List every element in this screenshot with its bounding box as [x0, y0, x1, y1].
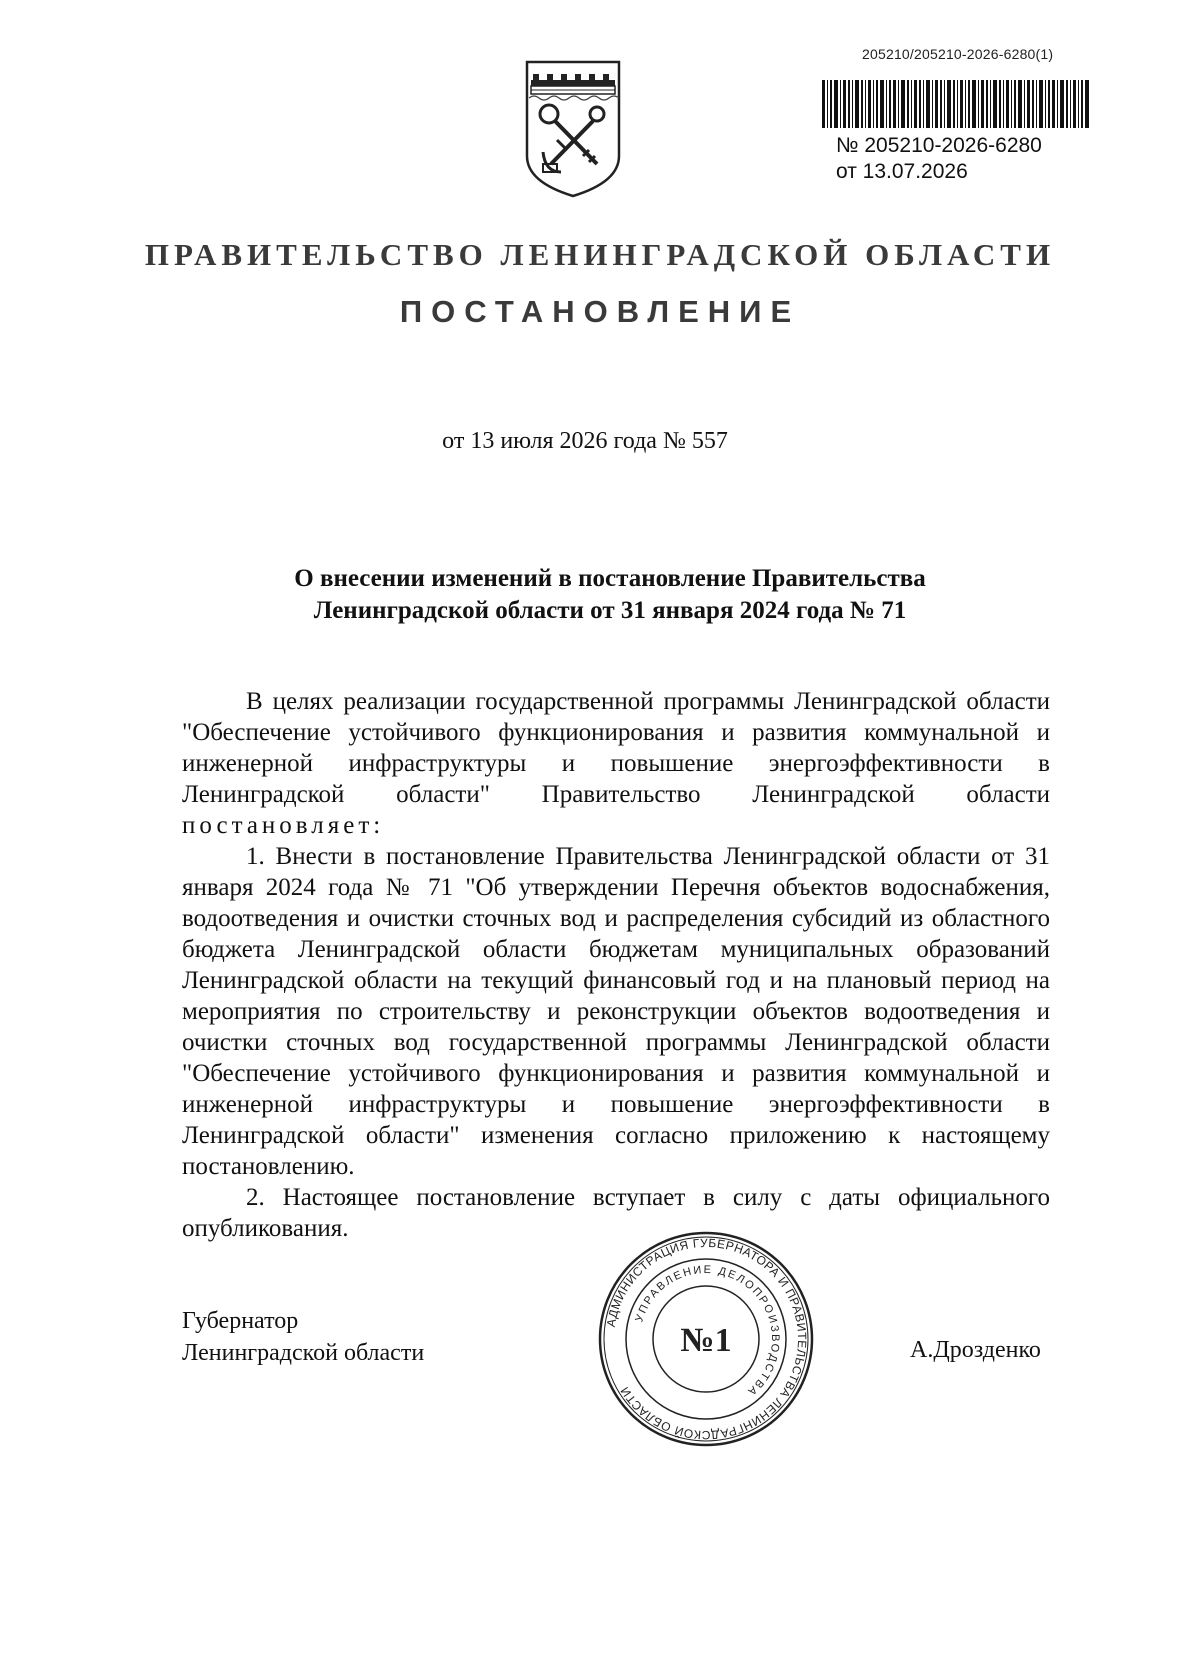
clause-2: 2. Настоящее постановление вступает в силу с даты официального опубликования. — [182, 1184, 1050, 1242]
organization-name: ПРАВИТЕЛЬСТВО ЛЕНИНГРАДСКОЙ ОБЛАСТИ — [144, 237, 1056, 272]
title-line: Ленинградской области от 31 января 2024 года № 71 — [313, 597, 907, 624]
resolves-word: постановляет: — [182, 812, 385, 839]
signatory-position — [182, 1305, 424, 1369]
registry-code: 205210/205210-2026-6280(1) — [862, 46, 1054, 62]
seal-outer-textpath: АДМИНИСТРАЦИЯ ГУБЕРНАТОРА И ПРАВИТЕЛЬСТВА ЛЕНИНГРАДСКОЙ ОБЛАСТИ — [603, 1235, 810, 1443]
registration-date: от 13.07.2026 — [836, 160, 968, 183]
clause-1: 1. Внести в постановление Правительства Ленинградской области от 31 января 2024 года № 71 "Об утверждении Перечня объектов водоснабжения, водоотведения и очистки сточных вод и распределения субсидий из областного бюджета Ленинградской области бюджетам муниципальных образований Ленинградской области на текущий финансовый год и на плановый период на мероприятия по строительству и реконструкции объектов водоотведения и очистки сточных вод государственной программы Ленинградской области "Обеспечение устойчивого функционирования и развития коммунальной и инженерной инфраструктуры и повышение энергоэффективности в Ленинградской области" изменения согласно приложению к настоящему постановлению. — [182, 843, 1050, 1180]
preamble-text: В целях реализации государственной программы Ленинградской области "Обеспечение устойчивого функционирования и развития коммунальной и инженерной инфраструктуры и повышение энергоэффективности в Ленинградской области" Правительство Ленинградской области — [182, 688, 1050, 808]
seal-inner-textpath: УПРАВЛЕНИЕ ДЕЛОПРОИЗВОДСТВА — [633, 1263, 782, 1399]
document-type: ПОСТАНОВЛЕНИЕ — [399, 294, 801, 329]
document-date-number: от 13 июля 2026 года № 557 — [442, 428, 728, 454]
registration-number: № 205210-2026-6280 — [836, 134, 1042, 157]
official-seal — [597, 1230, 815, 1448]
preamble-paragraph — [182, 686, 1050, 841]
registration-block — [836, 133, 1096, 185]
position-line: Губернатор — [182, 1308, 299, 1334]
document-title — [180, 563, 1040, 627]
document-body — [182, 686, 1050, 1244]
coat-of-arms-icon — [521, 60, 625, 198]
seal-number: №1 — [680, 1322, 732, 1359]
barcode — [822, 80, 1092, 128]
signatory-name: А.Дрозденко — [910, 1337, 1041, 1363]
position-line: Ленинградской области — [182, 1340, 425, 1366]
title-line: О внесении изменений в постановление Правительства — [294, 565, 926, 592]
